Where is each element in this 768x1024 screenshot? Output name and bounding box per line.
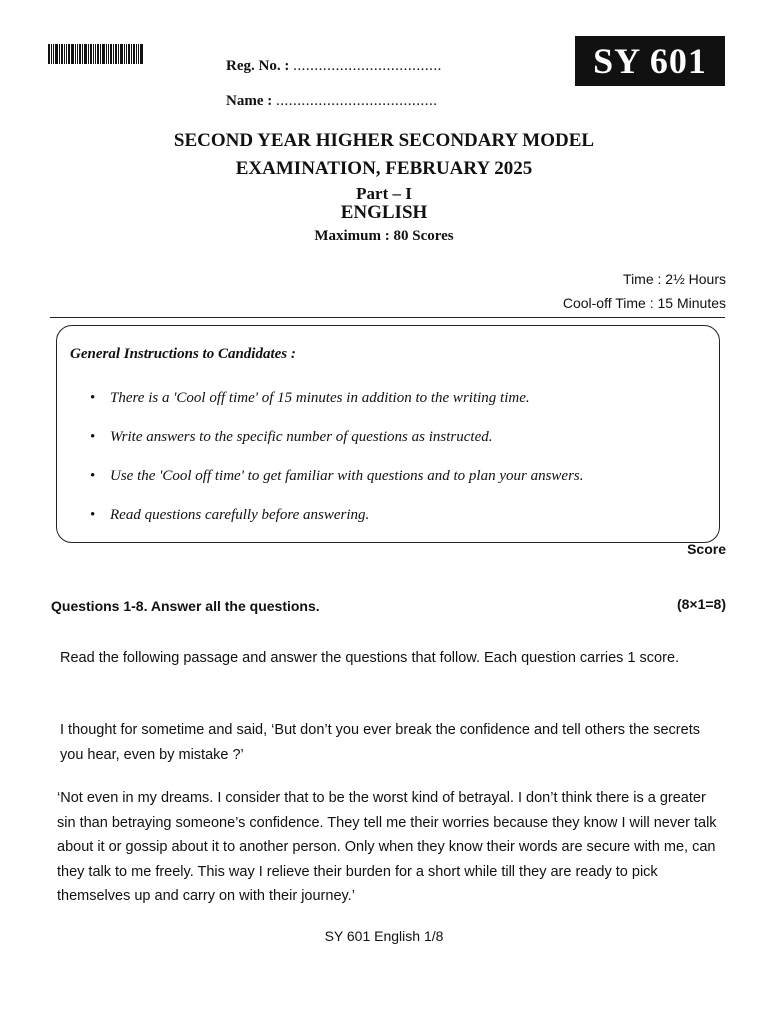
instruction-item: • There is a 'Cool off time' of 15 minutes in addition to the writing time. xyxy=(90,387,584,426)
page-footer: SY 601 English 1/8 xyxy=(324,928,444,944)
reg-no-field xyxy=(226,58,442,75)
exam-title-line2: EXAMINATION, FEBRUARY 2025 xyxy=(235,158,533,179)
instruction-item: • Use the 'Cool off time' to get familiar with questions and to plan your answers. xyxy=(90,465,584,504)
maximum-scores: Maximum : 80 Scores xyxy=(314,228,454,244)
name-field xyxy=(226,93,437,110)
subject-title: ENGLISH xyxy=(340,202,428,223)
passage-paragraph: I thought for sometime and said, ‘But don’t you ever break the confidence and tell others the secrets you hear, even by mistake ?’ xyxy=(60,722,700,763)
instructions-heading: General Instructions to Candidates : xyxy=(70,346,296,362)
reg-no-label: Reg. No. : xyxy=(226,58,290,74)
name-dots: ...................................... xyxy=(275,93,438,109)
part-label: Part – I xyxy=(356,184,412,203)
time-allowed: Time : 2½ Hours xyxy=(623,271,726,287)
passage-instruction: Read the following passage and answer the questions that follow. Each question carries 1 score. xyxy=(60,650,680,666)
instructions-list xyxy=(90,387,584,543)
passage-paragraph: ‘Not even in my dreams. I consider that to be the worst kind of betrayal. I don’t think there is a greater sin than betraying someone’s confidence. They tell me their worries because they know I will never talk about it or gossip about it to another person. Only when they know their words are secure with me, can they talk to me freely. This way I relieve their burden for a short while till they are ready to pick themselves up and carry on with their journey.’ xyxy=(57,790,717,904)
questions-marks: (8×1=8) xyxy=(676,596,726,612)
cool-off-time: Cool-off Time : 15 Minutes xyxy=(562,295,726,311)
barcode xyxy=(48,44,160,64)
instruction-item: • Write answers to the specific number of questions as instructed. xyxy=(90,426,584,465)
instruction-item: • Read questions carefully before answering. xyxy=(90,504,584,543)
exam-title-line1: SECOND YEAR HIGHER SECONDARY MODEL xyxy=(173,130,595,151)
paper-code-badge: SY 601 xyxy=(575,36,725,86)
timing-block xyxy=(563,267,726,315)
reg-no-dots: ................................... xyxy=(293,58,442,74)
questions-heading: Questions 1-8. Answer all the questions. xyxy=(51,598,320,614)
name-label: Name : xyxy=(226,93,273,109)
score-column-label: Score xyxy=(687,541,726,557)
divider xyxy=(50,317,725,318)
